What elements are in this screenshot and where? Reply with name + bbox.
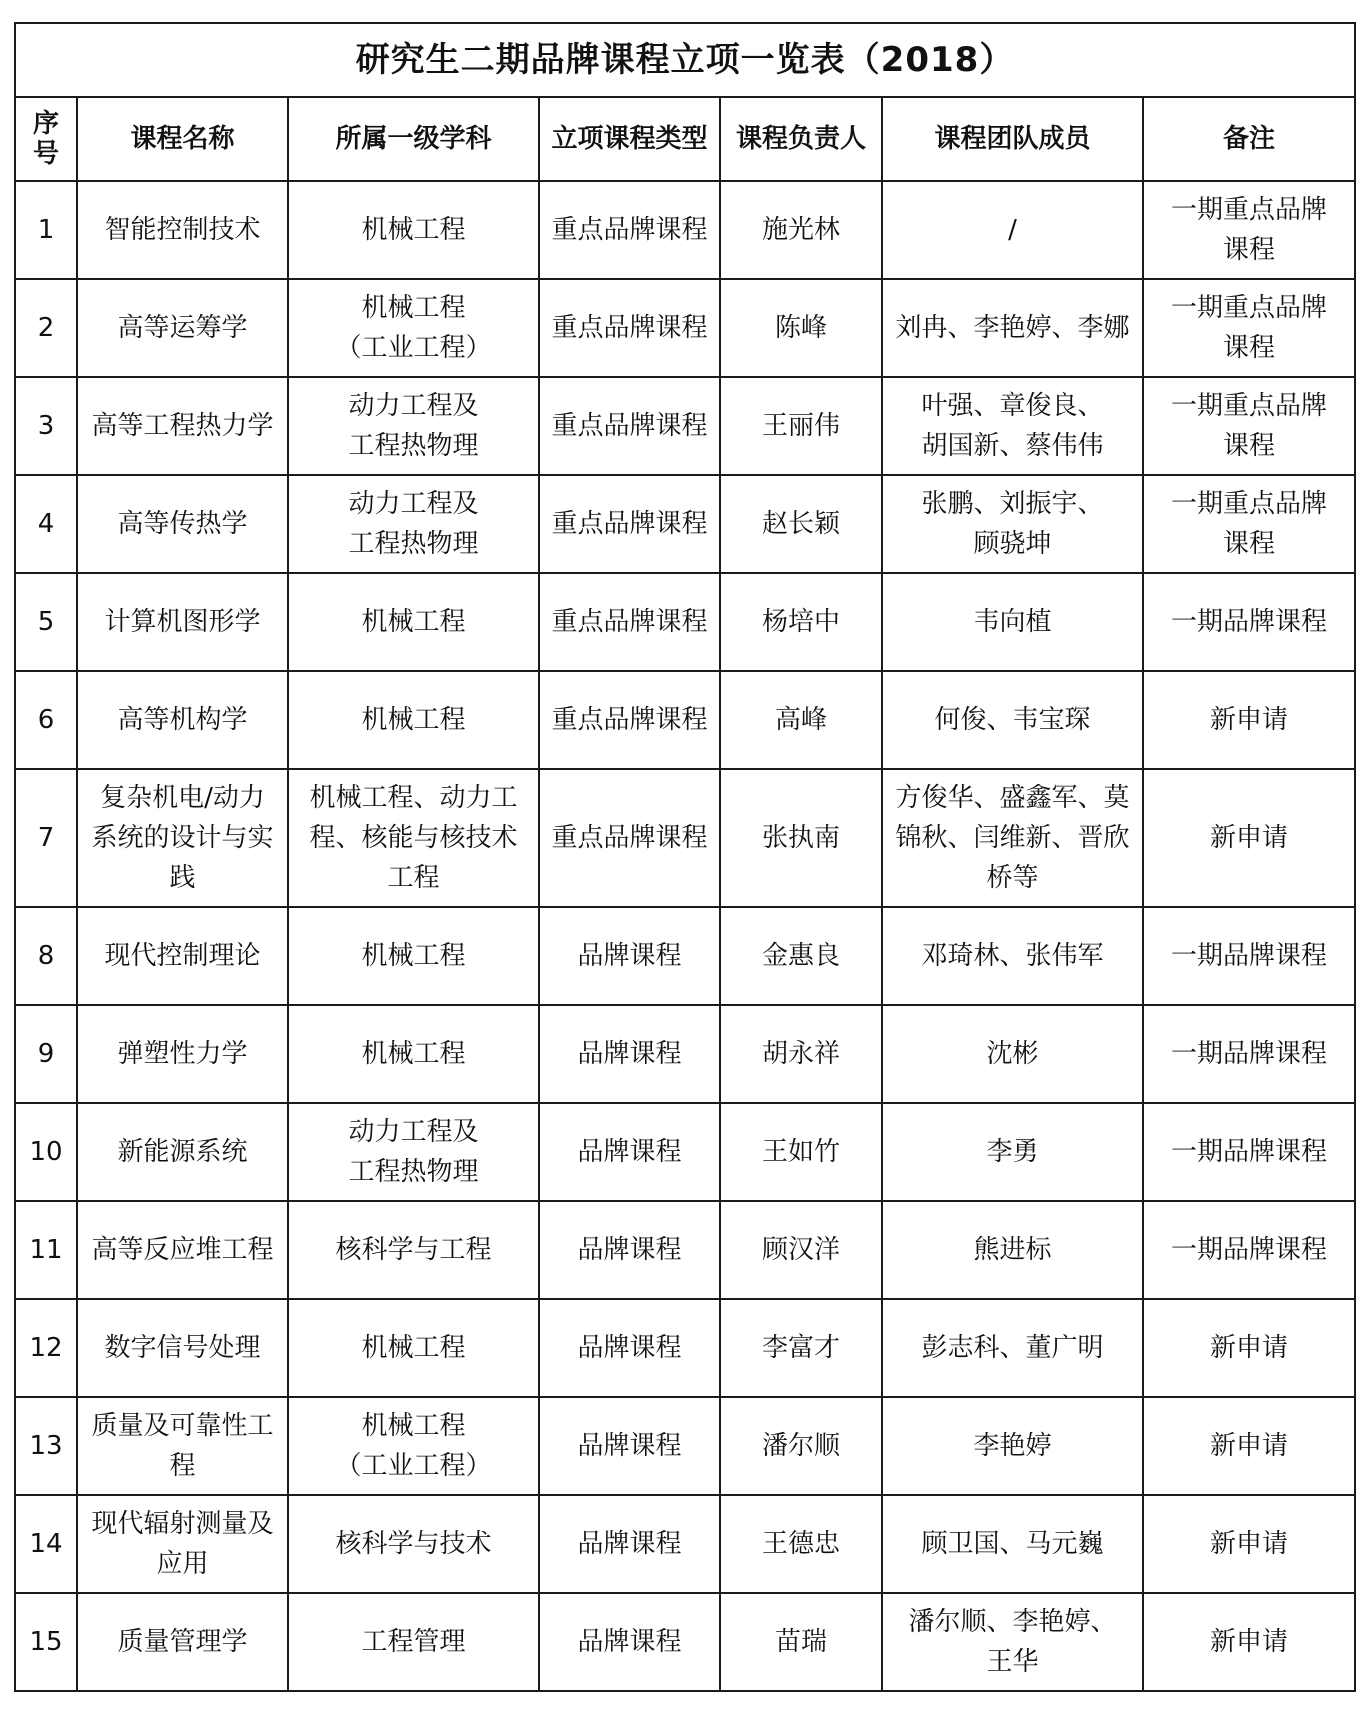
cell-no: 3	[15, 377, 77, 475]
cell-leader: 顾汉洋	[720, 1201, 882, 1299]
cell-leader: 潘尔顺	[720, 1397, 882, 1495]
cell-note: 一期品牌课程	[1143, 1201, 1355, 1299]
cell-discipline: 动力工程及 工程热物理	[288, 377, 539, 475]
cell-course-name: 质量管理学	[77, 1593, 288, 1691]
cell-discipline: 机械工程	[288, 1299, 539, 1397]
cell-course-type: 品牌课程	[539, 907, 720, 1005]
cell-course-name: 高等机构学	[77, 671, 288, 769]
cell-team: 叶强、章俊良、 胡国新、蔡伟伟	[882, 377, 1143, 475]
cell-leader: 施光林	[720, 181, 882, 279]
cell-no: 1	[15, 181, 77, 279]
cell-note: 一期重点品牌 课程	[1143, 181, 1355, 279]
cell-team: /	[882, 181, 1143, 279]
cell-discipline: 核科学与技术	[288, 1495, 539, 1593]
cell-leader: 王德忠	[720, 1495, 882, 1593]
table-row	[15, 1103, 1355, 1201]
table-body	[15, 181, 1355, 1691]
cell-discipline: 机械工程	[288, 1005, 539, 1103]
cell-note: 一期重点品牌 课程	[1143, 377, 1355, 475]
course-table	[14, 22, 1356, 1692]
cell-course-type: 品牌课程	[539, 1201, 720, 1299]
header-course-type: 立项课程类型	[539, 97, 720, 181]
cell-course-type: 重点品牌课程	[539, 377, 720, 475]
cell-course-type: 品牌课程	[539, 1103, 720, 1201]
cell-note: 一期重点品牌 课程	[1143, 475, 1355, 573]
cell-team: 韦向植	[882, 573, 1143, 671]
cell-course-type: 品牌课程	[539, 1397, 720, 1495]
cell-team: 刘冉、李艳婷、李娜	[882, 279, 1143, 377]
cell-discipline: 动力工程及 工程热物理	[288, 475, 539, 573]
cell-course-type: 品牌课程	[539, 1593, 720, 1691]
cell-course-name: 高等运筹学	[77, 279, 288, 377]
cell-course-name: 质量及可靠性工 程	[77, 1397, 288, 1495]
cell-no: 13	[15, 1397, 77, 1495]
cell-course-name: 智能控制技术	[77, 181, 288, 279]
header-row	[15, 97, 1355, 181]
cell-no: 14	[15, 1495, 77, 1593]
cell-team: 张鹏、刘振宇、 顾骁坤	[882, 475, 1143, 573]
table-row	[15, 907, 1355, 1005]
cell-note: 新申请	[1143, 1593, 1355, 1691]
cell-course-type: 重点品牌课程	[539, 475, 720, 573]
table-row	[15, 1005, 1355, 1103]
cell-team: 邓琦林、张伟军	[882, 907, 1143, 1005]
table-row	[15, 769, 1355, 907]
cell-leader: 苗瑞	[720, 1593, 882, 1691]
cell-no: 12	[15, 1299, 77, 1397]
header-discipline: 所属一级学科	[288, 97, 539, 181]
cell-team: 彭志科、董广明	[882, 1299, 1143, 1397]
cell-leader: 杨培中	[720, 573, 882, 671]
cell-course-type: 重点品牌课程	[539, 181, 720, 279]
cell-discipline: 机械工程	[288, 573, 539, 671]
cell-course-name: 高等工程热力学	[77, 377, 288, 475]
cell-note: 一期品牌课程	[1143, 1005, 1355, 1103]
cell-note: 一期品牌课程	[1143, 573, 1355, 671]
cell-discipline: 机械工程 （工业工程）	[288, 1397, 539, 1495]
cell-course-name: 现代辐射测量及 应用	[77, 1495, 288, 1593]
cell-note: 一期品牌课程	[1143, 907, 1355, 1005]
table-row	[15, 1201, 1355, 1299]
cell-note: 一期重点品牌 课程	[1143, 279, 1355, 377]
header-no: 序 号	[15, 97, 77, 181]
header-course-name: 课程名称	[77, 97, 288, 181]
cell-leader: 胡永祥	[720, 1005, 882, 1103]
cell-team: 熊进标	[882, 1201, 1143, 1299]
cell-team: 顾卫国、马元巍	[882, 1495, 1143, 1593]
cell-discipline: 动力工程及 工程热物理	[288, 1103, 539, 1201]
cell-team: 方俊华、盛鑫军、莫 锦秋、闫维新、晋欣 桥等	[882, 769, 1143, 907]
table-row	[15, 475, 1355, 573]
table-row	[15, 671, 1355, 769]
cell-team: 潘尔顺、李艳婷、 王华	[882, 1593, 1143, 1691]
cell-discipline: 机械工程 （工业工程）	[288, 279, 539, 377]
cell-no: 11	[15, 1201, 77, 1299]
cell-note: 一期品牌课程	[1143, 1103, 1355, 1201]
cell-leader: 李富才	[720, 1299, 882, 1397]
table-row	[15, 1495, 1355, 1593]
cell-no: 8	[15, 907, 77, 1005]
cell-leader: 赵长颖	[720, 475, 882, 573]
cell-discipline: 机械工程	[288, 671, 539, 769]
cell-course-type: 重点品牌课程	[539, 573, 720, 671]
cell-no: 4	[15, 475, 77, 573]
cell-course-type: 品牌课程	[539, 1299, 720, 1397]
title-row	[15, 23, 1355, 97]
cell-leader: 王丽伟	[720, 377, 882, 475]
cell-no: 5	[15, 573, 77, 671]
table-row	[15, 1299, 1355, 1397]
cell-course-name: 高等反应堆工程	[77, 1201, 288, 1299]
cell-course-name: 计算机图形学	[77, 573, 288, 671]
table-row	[15, 279, 1355, 377]
cell-leader: 金惠良	[720, 907, 882, 1005]
cell-course-name: 弹塑性力学	[77, 1005, 288, 1103]
cell-discipline: 机械工程、动力工 程、核能与核技术 工程	[288, 769, 539, 907]
cell-no: 6	[15, 671, 77, 769]
cell-note: 新申请	[1143, 769, 1355, 907]
header-leader: 课程负责人	[720, 97, 882, 181]
table-row	[15, 181, 1355, 279]
cell-course-type: 重点品牌课程	[539, 671, 720, 769]
header-note: 备注	[1143, 97, 1355, 181]
header-team: 课程团队成员	[882, 97, 1143, 181]
cell-course-name: 新能源系统	[77, 1103, 288, 1201]
cell-course-name: 现代控制理论	[77, 907, 288, 1005]
cell-leader: 王如竹	[720, 1103, 882, 1201]
cell-leader: 张执南	[720, 769, 882, 907]
cell-discipline: 机械工程	[288, 181, 539, 279]
cell-note: 新申请	[1143, 1495, 1355, 1593]
cell-no: 9	[15, 1005, 77, 1103]
cell-note: 新申请	[1143, 671, 1355, 769]
table-row	[15, 377, 1355, 475]
table-row	[15, 1397, 1355, 1495]
table-row	[15, 573, 1355, 671]
cell-team: 沈彬	[882, 1005, 1143, 1103]
cell-no: 2	[15, 279, 77, 377]
cell-course-name: 数字信号处理	[77, 1299, 288, 1397]
cell-course-type: 品牌课程	[539, 1005, 720, 1103]
cell-team: 李艳婷	[882, 1397, 1143, 1495]
cell-discipline: 核科学与工程	[288, 1201, 539, 1299]
cell-no: 7	[15, 769, 77, 907]
cell-team: 李勇	[882, 1103, 1143, 1201]
cell-discipline: 工程管理	[288, 1593, 539, 1691]
cell-no: 10	[15, 1103, 77, 1201]
cell-course-name: 高等传热学	[77, 475, 288, 573]
cell-course-type: 重点品牌课程	[539, 769, 720, 907]
cell-discipline: 机械工程	[288, 907, 539, 1005]
cell-leader: 陈峰	[720, 279, 882, 377]
cell-no: 15	[15, 1593, 77, 1691]
table-row	[15, 1593, 1355, 1691]
cell-course-type: 重点品牌课程	[539, 279, 720, 377]
cell-leader: 高峰	[720, 671, 882, 769]
cell-note: 新申请	[1143, 1397, 1355, 1495]
cell-note: 新申请	[1143, 1299, 1355, 1397]
table-title: 研究生二期品牌课程立项一览表（2018）	[15, 23, 1355, 97]
cell-team: 何俊、韦宝琛	[882, 671, 1143, 769]
cell-course-type: 品牌课程	[539, 1495, 720, 1593]
cell-course-name: 复杂机电/动力 系统的设计与实 践	[77, 769, 288, 907]
